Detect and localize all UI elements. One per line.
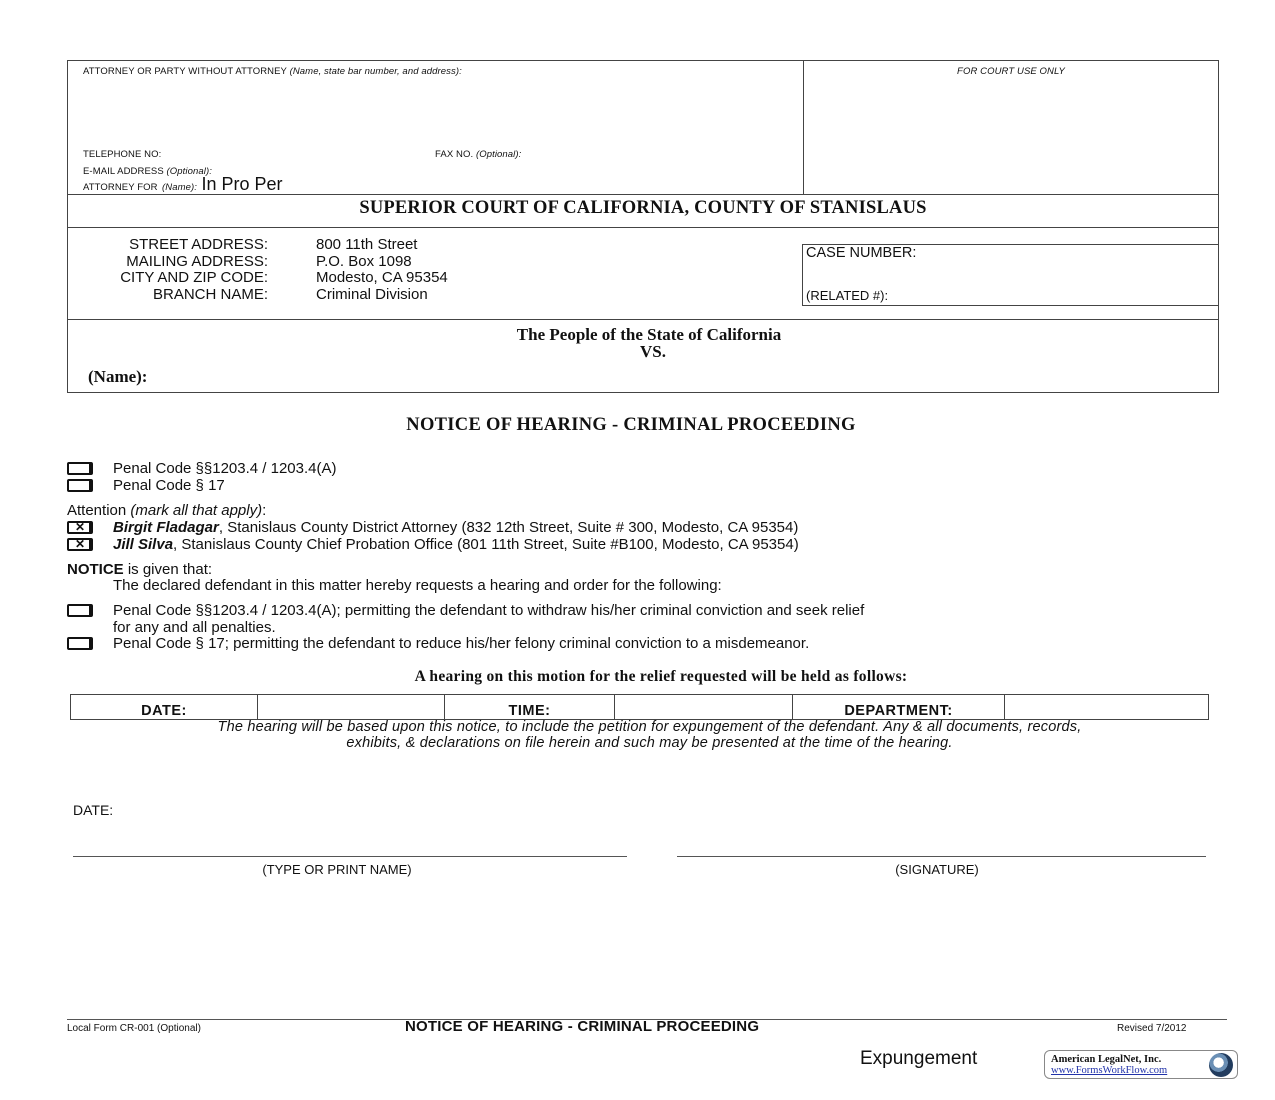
hearing-department-field[interactable] <box>1005 695 1209 720</box>
attorney-for-value[interactable]: In Pro Per <box>201 174 283 194</box>
case-number-label: CASE NUMBER: <box>806 245 917 261</box>
court-address-block <box>70 236 490 302</box>
penal-code-1203-label: Penal Code §§1203.4 / 1203.4(A) <box>113 460 337 477</box>
print-name-line[interactable] <box>73 856 627 857</box>
attention-label: Attention (mark all that apply): <box>67 502 267 519</box>
fax-field[interactable]: FAX NO. (Optional): <box>435 149 522 160</box>
address-row: BRANCH NAME: Criminal Division <box>152 285 428 303</box>
case-number-box[interactable] <box>802 244 1219 306</box>
hearing-table <box>70 694 1209 720</box>
department-label: DEPARTMENT: <box>793 695 1005 720</box>
signature-date-field[interactable]: DATE: <box>73 802 114 818</box>
related-number-label: (RELATED #): <box>806 288 889 303</box>
email-field[interactable]: E-MAIL ADDRESS (Optional): <box>83 166 212 177</box>
defendant-name-field[interactable]: (Name): <box>88 367 148 386</box>
versus-label: VS. <box>640 342 666 361</box>
penal-code-1203-checkbox[interactable] <box>67 462 93 475</box>
request-1203-checkbox[interactable] <box>67 604 93 617</box>
district-attorney-checkbox[interactable] <box>67 521 93 534</box>
address-row: MAILING ADDRESS: P.O. Box 1098 <box>126 252 412 270</box>
notice-statement: The declared defendant in this matter hereby requests a hearing and order for the following: <box>113 577 722 594</box>
form-title: NOTICE OF HEARING - CRIMINAL PROCEEDING <box>406 415 856 435</box>
notice-intro: NOTICE is given that: <box>67 561 213 578</box>
attorney-for-field[interactable]: ATTORNEY FOR (Name): In Pro Per <box>83 174 283 194</box>
publisher-link[interactable]: www.FormsWorkFlow.com <box>1051 1065 1168 1076</box>
penal-code-17-label: Penal Code § 17 <box>113 477 225 494</box>
signature-line[interactable] <box>677 856 1206 857</box>
form-id: Local Form CR-001 (Optional) <box>67 1023 201 1034</box>
x-mark-icon: ✕ <box>75 520 86 534</box>
footer-title: NOTICE OF HEARING - CRIMINAL PROCEEDING <box>405 1018 760 1035</box>
print-name-caption: (TYPE OR PRINT NAME) <box>262 862 412 877</box>
request-17-label: Penal Code § 17; permitting the defendant to reduce his/her felony criminal conviction to a misdemeanor. <box>113 635 810 652</box>
address-row: CITY AND ZIP CODE: Modesto, CA 95354 <box>120 269 448 286</box>
revised-date: Revised 7/2012 <box>1117 1023 1187 1034</box>
divider <box>68 227 1218 228</box>
attorney-heading: ATTORNEY OR PARTY WITHOUT ATTORNEY (Name, state bar number, and address): <box>83 66 462 77</box>
court-title: SUPERIOR COURT OF CALIFORNIA, COUNTY OF STANISLAUS <box>359 198 927 218</box>
district-attorney-recipient: Birgit Fladagar, Stanislaus County District Attorney (832 12th Street, Suite # 300, Modesto, CA 95354) <box>113 519 799 536</box>
plaintiff-name: The People of the State of California <box>516 325 782 344</box>
request-1203-label: Penal Code §§1203.4 / 1203.4(A); permitting the defendant to withdraw his/her criminal conviction and seek relief <box>113 602 865 619</box>
signature-caption: (SIGNATURE) <box>895 862 979 877</box>
form-category: Expungement <box>860 1048 978 1069</box>
x-mark-icon: ✕ <box>75 537 86 551</box>
telephone-field[interactable]: TELEPHONE NO: <box>83 149 162 160</box>
globe-logo-icon <box>1209 1053 1233 1077</box>
time-label: TIME: <box>445 695 615 720</box>
hearing-note-line-1: The hearing will be based upon this notice, to include the petition for expungement of the defendant. Any & all documents, records, <box>217 719 1082 735</box>
hearing-note-line-2: exhibits, & declarations on file herein and such may be presented at the time of the hearing. <box>346 735 953 751</box>
request-1203-label-cont: for any and all penalties. <box>113 619 276 636</box>
divider <box>68 319 1218 320</box>
publisher-logo[interactable] <box>1044 1050 1238 1079</box>
publisher-name: American LegalNet, Inc. <box>1051 1054 1162 1065</box>
probation-office-checkbox[interactable] <box>67 538 93 551</box>
request-17-checkbox[interactable] <box>67 637 93 650</box>
date-label: DATE: <box>71 695 258 720</box>
hearing-heading: A hearing on this motion for the relief requested will be held as follows: <box>414 668 908 685</box>
address-row: STREET ADDRESS: 800 11th Street <box>129 236 418 253</box>
court-use-label: FOR COURT USE ONLY <box>957 66 1065 77</box>
penal-code-17-checkbox[interactable] <box>67 479 93 492</box>
probation-office-recipient: Jill Silva, Stanislaus County Chief Probation Office (801 11th Street, Suite #B100, Modesto, CA 95354) <box>113 536 799 553</box>
hearing-date-field[interactable] <box>258 695 445 720</box>
hearing-time-field[interactable] <box>615 695 793 720</box>
divider <box>803 61 804 195</box>
